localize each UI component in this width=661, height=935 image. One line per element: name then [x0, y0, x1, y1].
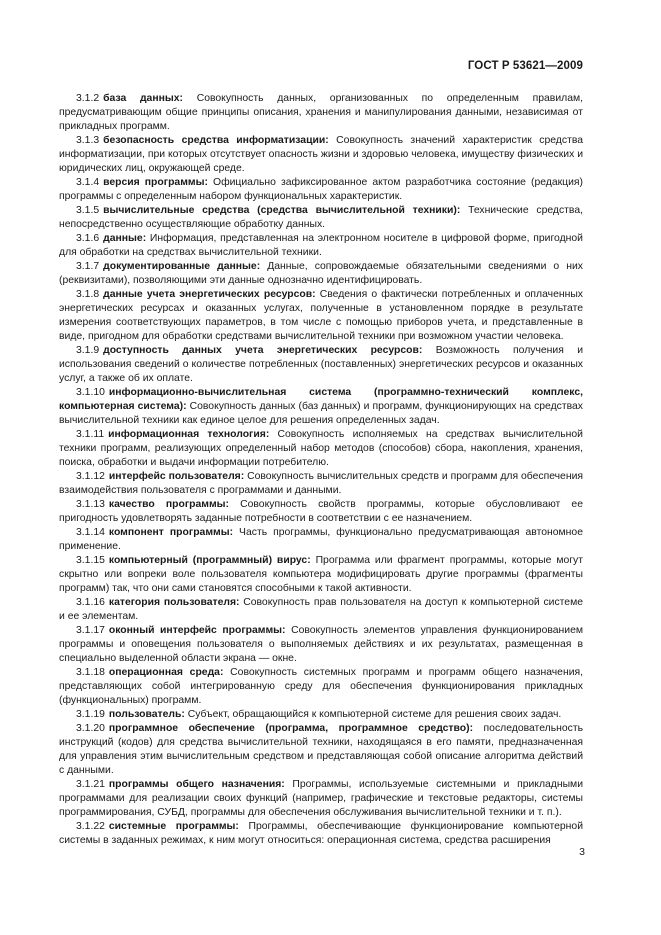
definition-entry — [59, 554, 583, 596]
standard-code: ГОСТ Р 53621—2009 — [467, 60, 583, 72]
entry-term: операционная среда: — [108, 667, 224, 678]
entry-term: программное обеспечение (программа, программное средство): — [108, 723, 474, 734]
entry-number: 3.1.5 — [76, 205, 100, 216]
definition-entry — [59, 470, 583, 498]
definition-entry — [59, 778, 583, 820]
entry-term: информационно-вычислительная система (программно-технический комплекс, компьютерная система): — [59, 387, 583, 412]
definition-entry — [59, 92, 583, 134]
entry-definition: Официально зафиксированное актом разработчика состояние (редакция) программы с определенным набором функциональных характеристик. — [59, 177, 584, 202]
definition-entry — [59, 176, 583, 204]
entry-number: 3.1.2 — [76, 93, 100, 104]
definition-entry — [59, 498, 583, 526]
page-number: 3 — [579, 846, 585, 858]
definition-entry — [59, 288, 583, 344]
entry-definition: Совокупность данных (баз данных) и программ, функционирующих на средствах вычислительной техники как единое целое для решения определенных задач. — [59, 401, 583, 426]
entry-definition: Совокупность элементов управления функционированием программы и оповещения пользователя о выполняемых действиях и их результатах, размещенная в специально выделенной области экрана — окне. — [59, 625, 584, 664]
entry-term: интерфейс пользователя: — [108, 471, 245, 482]
definition-entry — [59, 708, 583, 722]
entry-term: категория пользователя: — [108, 597, 240, 608]
entry-definition: Возможность получения и использования сведений о количестве потребленных (поставленных) энергетических ресурсов и оказанных услуг, а также об их оплате. — [59, 345, 584, 384]
entry-term: безопасность средства информатизации: — [103, 135, 329, 146]
definition-entry — [59, 666, 583, 708]
entry-definition: Совокупность значений характеристик средства информатизации, при которых отсутствует опасность жизни и здоровью человека, имуществу физических и юридических лиц, окружающей среде. — [59, 135, 584, 174]
entry-term: программы общего назначения: — [108, 779, 285, 790]
entry-number: 3.1.20 — [76, 723, 105, 734]
entry-definition: Субъект, обращающийся к компьютерной системе для решения своих задач. — [187, 709, 562, 720]
entry-number: 3.1.3 — [76, 135, 100, 146]
definition-entry — [59, 596, 583, 624]
definition-entry — [59, 386, 583, 428]
entry-definition: Совокупность системных программ и программ общего назначения, представляющих собой интегрированную среду для обеспечения функционирования прикладных (функциональных) программ. — [59, 667, 584, 706]
entry-term: оконный интерфейс программы: — [108, 625, 286, 636]
entry-term: вычислительные средства (средства вычислительной техники): — [103, 205, 461, 216]
definition-entry — [59, 204, 583, 232]
entry-number: 3.1.18 — [76, 667, 105, 678]
entry-definition: Сведения о фактически потребленных и оплаченных энергетических ресурсах и оказанных услугах, полученные в установленном порядке в результате измерения соответствующих параметров, в том числе с помощью приборов учета, и представленные в виде, пригодном для обработки средствами вычислительной техники при возможном участии человека. — [59, 289, 583, 342]
entry-number: 3.1.12 — [76, 471, 105, 482]
definition-entry — [59, 820, 583, 848]
entry-number: 3.1.9 — [76, 345, 100, 356]
entry-number: 3.1.7 — [76, 261, 100, 272]
definition-entry — [59, 428, 583, 470]
entry-term: база данных: — [103, 93, 183, 104]
definition-entry — [59, 232, 583, 260]
definition-entry — [59, 722, 583, 778]
entry-term: доступность данных учета энергетических ресурсов: — [103, 345, 423, 356]
entry-number: 3.1.16 — [76, 597, 105, 608]
entry-number: 3.1.8 — [76, 289, 100, 300]
entry-definition: последовательность инструкций (кодов) для средства вычислительной техники, находящаяся в его памяти, предназначенная для управления этим вычислительным средством и представляющая собой описание алгоритма действий с данными. — [59, 723, 583, 776]
entry-number: 3.1.6 — [76, 233, 100, 244]
entry-number: 3.1.14 — [76, 527, 105, 538]
entry-number: 3.1.19 — [76, 709, 105, 720]
entry-number: 3.1.17 — [76, 625, 105, 636]
entry-term: качество программы: — [108, 499, 229, 510]
definition-entry — [59, 624, 583, 666]
entry-number: 3.1.4 — [76, 177, 100, 188]
entry-number: 3.1.21 — [76, 779, 105, 790]
entry-definition: Программы, используемые системными и прикладными программами для реализации своих функций (например, графические и текстовые редакторы, системы программирования, СУБД, программы для обеспечения обслуживания вычислительной техники и т. п.). — [59, 779, 584, 818]
entry-number: 3.1.15 — [76, 555, 105, 566]
definitions-body — [59, 92, 583, 848]
entry-definition: Совокупность вычислительных средств и программ для обеспечения взаимодействия пользователя с программами и данными. — [59, 471, 584, 496]
entry-term: версия программы: — [103, 177, 208, 188]
entry-term: данные: — [103, 233, 147, 244]
definition-entry — [59, 344, 583, 386]
entry-definition: Информация, представленная на электронном носителе в цифровой форме, пригодной для обработки на средствах вычислительной техники. — [59, 233, 583, 258]
entry-term: документированные данные: — [103, 261, 261, 272]
definition-entry — [59, 260, 583, 288]
entry-term: компьютерный (программный) вирус: — [108, 555, 311, 566]
entry-term: системные программы: — [108, 821, 239, 832]
entry-definition: Программа или фрагмент программы, которые могут скрытно или вопреки воле пользователя компьютера модифицировать другие программы (фрагменты программ) так, что они сами становятся способными к такой активности. — [59, 555, 583, 594]
definition-entry — [59, 134, 583, 176]
entry-number: 3.1.22 — [76, 821, 105, 832]
entry-term: компонент программы: — [108, 527, 234, 538]
entry-term: информационная технология: — [108, 429, 270, 440]
entry-number: 3.1.13 — [76, 499, 105, 510]
entry-definition: Совокупность данных, организованных по определенным правилам, предусматривающим общие принципы описания, хранения и манипулирования данными, независимая от прикладных программ. — [59, 93, 584, 132]
entry-definition: Данные, сопровождаемые обязательными сведениями о них (реквизитами), позволяющими эти данные однозначно идентифицировать. — [59, 261, 584, 286]
entry-number: 3.1.11 — [76, 429, 105, 440]
entry-term: данные учета энергетических ресурсов: — [103, 289, 316, 300]
entry-definition: Программы, обеспечивающие функционирование компьютерной системы в заданных режимах, к ним могут относиться: операционная система, средства расширения — [59, 821, 583, 846]
entry-definition: Совокупность свойств программы, которые обусловливают ее пригодность удовлетворять заданные потребности в соответствии с ее назначением. — [59, 499, 583, 524]
entry-definition: Совокупность исполняемых на средствах вычислительной техники программ, реализующих определенный набор методов (способов) сбора, накопления, хранения, поиска, обработки и выдачи информации потребителю. — [59, 429, 583, 468]
entry-definition: Совокупность прав пользователя на доступ к компьютерной системе и ее элементам. — [59, 597, 584, 622]
definition-entry — [59, 526, 583, 554]
entry-definition: Технические средства, непосредственно осуществляющие обработку данных. — [59, 205, 583, 230]
entry-number: 3.1.10 — [76, 387, 105, 398]
entry-term: пользователь: — [108, 709, 185, 720]
entry-definition: Часть программы, функционально предусматривающая автономное применение. — [59, 527, 583, 552]
